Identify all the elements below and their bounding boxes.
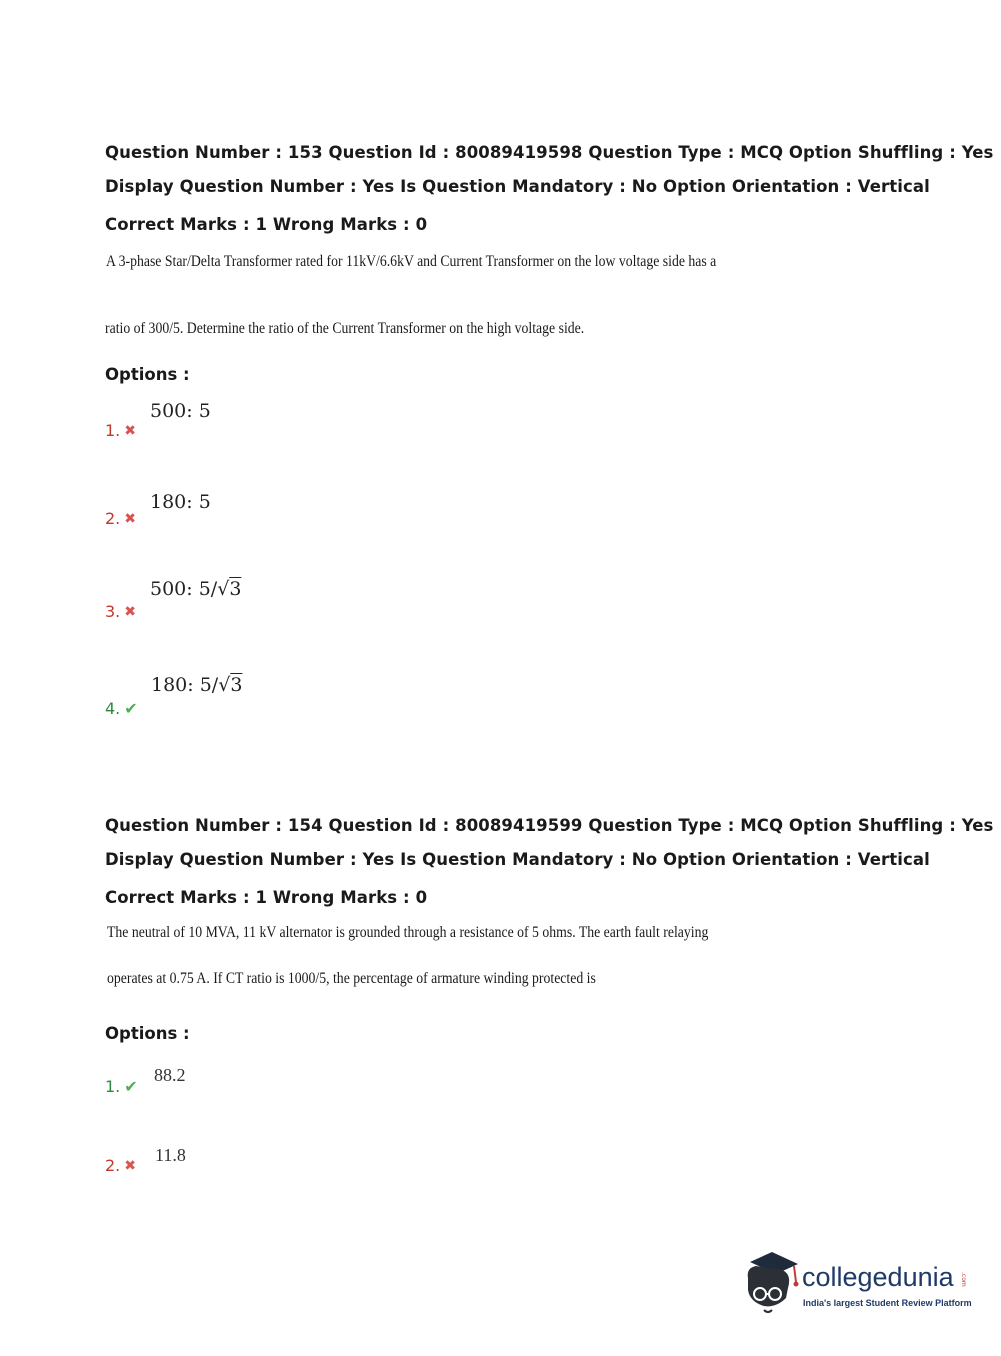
q153-option-1-value: 500: 5 <box>150 400 211 422</box>
question-153-meta-line1: Question Number : 153 Question Id : 80089419598 Question Type : MCQ Option Shuffling : Yes <box>105 143 994 162</box>
option-number: 1. <box>105 421 121 440</box>
q153-option-2 <box>105 509 136 528</box>
option-number: 2. <box>105 1156 121 1175</box>
sqrt-argument: 3 <box>230 674 243 696</box>
value-prefix: 500: 5/ <box>150 578 218 600</box>
question-153-meta-line2: Display Question Number : Yes Is Question Mandatory : No Option Orientation : Vertical <box>105 177 930 196</box>
option-number: 2. <box>105 509 121 528</box>
q153-option-2-value: 180: 5 <box>150 491 211 513</box>
cross-icon: ✖ <box>124 422 136 439</box>
collegedunia-logo <box>742 1248 972 1320</box>
logo-suffix: .com <box>960 1272 967 1287</box>
logo-wordmark: collegedunia <box>802 1262 954 1292</box>
sqrt-argument: 3 <box>229 578 242 600</box>
q153-option-4-value <box>151 674 242 696</box>
cross-icon: ✖ <box>124 510 136 527</box>
q153-option-3 <box>105 602 136 621</box>
question-154-marks: Correct Marks : 1 Wrong Marks : 0 <box>105 888 428 907</box>
question-154-meta-line1: Question Number : 154 Question Id : 80089419599 Question Type : MCQ Option Shuffling : Yes <box>105 816 994 835</box>
q154-option-2-value: 11.8 <box>155 1145 186 1165</box>
mascot-icon <box>742 1248 802 1320</box>
option-number: 4. <box>105 699 121 718</box>
sqrt-symbol: √ <box>218 674 231 696</box>
check-icon: ✔ <box>124 1077 138 1096</box>
q154-option-1-value: 88.2 <box>154 1065 186 1085</box>
q154-option-1 <box>105 1077 138 1096</box>
question-154-text-line1: The neutral of 10 MVA, 11 kV alternator is grounded through a resistance of 5 ohms. The earth fault relaying <box>107 924 709 941</box>
question-153-marks: Correct Marks : 1 Wrong Marks : 0 <box>105 215 428 234</box>
cross-icon: ✖ <box>124 603 136 620</box>
cross-icon: ✖ <box>124 1157 136 1174</box>
question-153-options-label: Options : <box>105 365 190 384</box>
option-number: 1. <box>105 1077 121 1096</box>
logo-tagline: India's largest Student Review Platform <box>803 1298 972 1308</box>
sqrt-symbol: √ <box>217 578 230 600</box>
q153-option-3-value <box>150 578 241 600</box>
check-icon: ✔ <box>124 699 138 718</box>
q153-option-4 <box>105 699 138 718</box>
question-154-text-line2: operates at 0.75 A. If CT ratio is 1000/5, the percentage of armature winding protected is <box>107 970 596 987</box>
question-154-options-label: Options : <box>105 1024 190 1043</box>
question-154-meta-line2: Display Question Number : Yes Is Question Mandatory : No Option Orientation : Vertical <box>105 850 930 869</box>
value-prefix: 180: 5/ <box>151 674 219 696</box>
question-153-text-line1: A 3-phase Star/Delta Transformer rated for 11kV/6.6kV and Current Transformer on the low voltage side has a <box>106 253 717 270</box>
option-number: 3. <box>105 602 121 621</box>
question-153-text-line2: ratio of 300/5. Determine the ratio of the Current Transformer on the high voltage side. <box>105 320 585 337</box>
q153-option-1 <box>105 421 136 440</box>
q154-option-2 <box>105 1156 136 1175</box>
